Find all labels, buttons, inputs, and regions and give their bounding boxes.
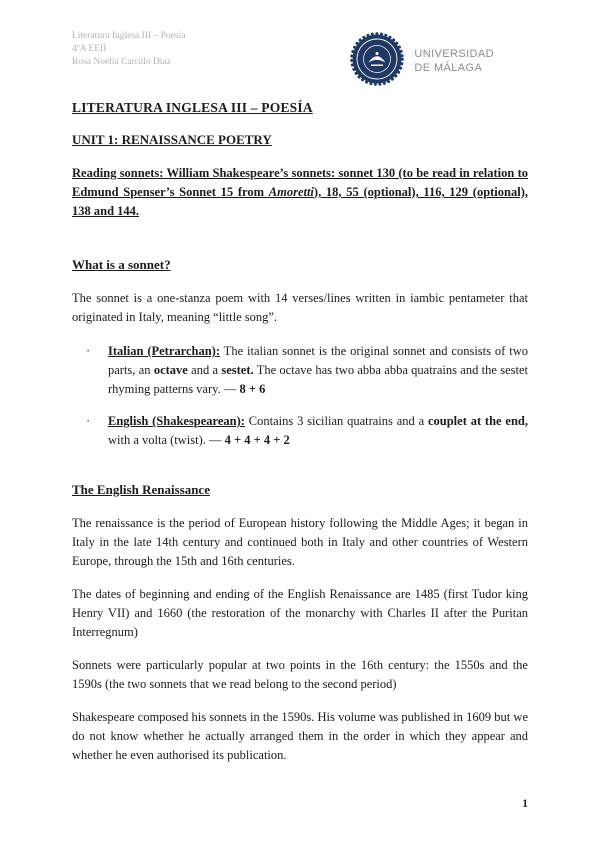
sonnet-intro-paragraph: The sonnet is a one-stanza poem with 14 verses/lines written in iambic pentameter that originated in Italy, meaning “little song”.	[72, 291, 528, 324]
renaissance-paragraph-2: The dates of beginning and ending of the English Renaissance are 1485 (first Tudor king Henry VII) and 1660 (the restoration of the monarchy with Charles II after the Puritan Interregnum)	[72, 587, 528, 639]
bullet-marker: ·	[86, 414, 91, 428]
section-heading-english-renaissance: The English Renaissance	[72, 482, 210, 497]
renaissance-paragraph-3: Sonnets were particularly popular at two points in the 16th century: the 1550s and the 1590s (the two sonnets that we read belong to the second period)	[72, 658, 528, 691]
bullet-text-italian: Italian (Petrarchan): The italian sonnet is the original sonnet and consists of two parts, an octave and a sestet. The octave has two abba abba quatrains and the sestet rhyming patterns vary. — 8 + 6	[108, 344, 528, 396]
bullet-text-english: English (Shakespearean): Contains 3 sicilian quatrains and a couplet at the end, with a volta (twist). — 4 + 4 + 4 + 2	[108, 414, 529, 447]
renaissance-paragraph-4: Shakespeare composed his sonnets in the 1590s. His volume was published in 1609 but we do not know whether he actually arranged them in the order in which they appear and whether he even authorised its publication.	[72, 710, 528, 762]
university-name-line1: UNIVERSIDAD	[414, 48, 494, 60]
section-heading-what-is-a-sonnet: What is a sonnet?	[72, 257, 171, 272]
bullet-marker: ·	[86, 344, 91, 358]
bullet-item-italian	[86, 342, 528, 399]
university-name	[414, 48, 494, 75]
uma-seal-icon	[350, 32, 404, 91]
unit-heading: UNIT 1: RENAISSANCE POETRY	[72, 132, 272, 147]
document-body	[0, 100, 600, 765]
bullet-item-english	[86, 412, 528, 450]
university-name-line2: DE MÁLAGA	[414, 61, 483, 74]
header-group-line: 4ºA EEII	[72, 44, 107, 54]
reading-assignment: Reading sonnets: William Shakespeare’s sonnets: sonnet 130 (to be read in relation to Edmund Spenser’s Sonnet 15 from Amoretti), 18, 55 (optional), 116, 129 (optional), 138 and 144.	[72, 166, 528, 218]
document-header	[0, 0, 600, 91]
renaissance-paragraph-1: The renaissance is the period of European history following the Middle Ages; it began in Italy in the late 14th century and continued both in Italy and other countries of Western Europe, through the 15th and 16th centuries.	[72, 516, 528, 568]
page-number: 1	[522, 798, 528, 810]
header-course-line: Literatura Inglesa III – Poesía	[72, 31, 186, 41]
header-author-line: Rosa Noelia Carrillo Díaz	[72, 57, 171, 67]
university-brand	[350, 32, 494, 91]
document-title: LITERATURA INGLESA III – POESÍA	[72, 100, 313, 115]
header-course-info	[72, 30, 185, 69]
